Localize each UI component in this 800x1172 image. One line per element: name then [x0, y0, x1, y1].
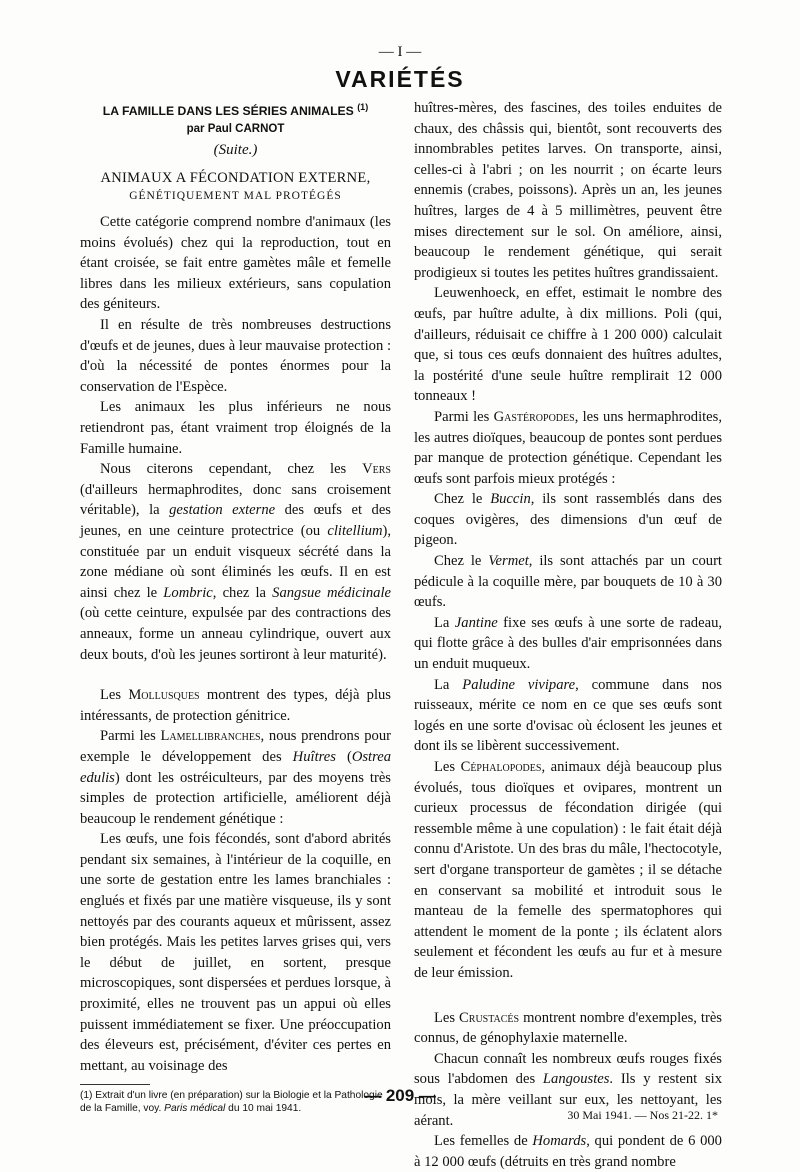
right-column [414, 98, 722, 1172]
paragraph: Chez le Vermet, ils sont attachés par un court pédicule à la coquille mère, par bouquets de 10 à 30 œufs. [414, 553, 722, 611]
paragraph: huîtres-mères, des fascines, des toiles enduites de chaux, des châssis qui, bientôt, sont recouverts des innombrables petites larves. On transporte, ainsi, celles-ci à l'abri ; on les nourrit ; on écarte leurs ennemis (crabes, poissons). Après un an, les jeunes huîtres, larges de 4 à 5 millimètres, peuvent être mises directement sur le sol. On améliore, ainsi, beaucoup le rendement génétique, qui serait prodigieux si toutes les petites huîtres grandissaient. [414, 100, 722, 281]
footnote-mark: (1) [357, 102, 369, 112]
article-suite: (Suite.) [213, 142, 258, 159]
paragraph: Les Céphalopodes, animaux déjà beaucoup plus évolués, tous dioïques et ovipares, montrent un curieux processus de fécondation dirigée (qui ressemble même à une copulation) : le fait était déjà connu d'Aristote. Un des bras du mâle, l'hectocotyle, sert d'organe transporteur de gamètes ; il se détache en conservant sa mobilité et introduit sous le manteau de la femelle des spermatophores qui attendent le moment de la ponte ; ils éclatent alors seulement et fécondent les œufs au fur et à mesure de leur émission. [414, 759, 722, 981]
section-subheading: GÉNÉTIQUEMENT MAL PROTÉGÉS [129, 190, 342, 203]
paragraph: Cette catégorie comprend nombre d'animaux (les moins évolués) chez qui la reproduction, tout en étant croisée, se fait entre gamètes mâle et femelle libres dans les milieux extérieurs, sans copulation des géniteurs. [80, 214, 391, 313]
paragraph: Chacun connaît les nombreux œufs rouges fixés sous l'abdomen des Langoustes. Ils y restent six mois, la mère veillant sur eux, les nettoyant, les aérant. [414, 1050, 722, 1129]
page-number: — 209 — [364, 1086, 436, 1105]
paragraph: Les Crustacés montrent nombre d'exemples, très connus, de génophylaxie maternelle. [414, 1009, 722, 1047]
section-title: VARIÉTÉS [335, 66, 465, 92]
paragraph: Nous citerons cependant, chez les Vers (d'ailleurs hermaphrodites, donc sans croisement véritable), la gestation externe des œufs et des jeunes, en une ceinture protectrice (ou clitellium), constituée par un enduit visqueux sécrété dans la zone médiane où sont éliminés les œufs. Il en est ainsi chez le Lombric, chez la Sangsue médicinale (où cette ceinture, expulsée par des contractions des anneaux, forme un anneau cylindrique, ouvert aux deux bouts, d'où les jeunes sortiront à leur maturité). [80, 461, 391, 663]
paragraph: Chez le Buccin, ils sont rassemblés dans des coques ovigères, des dimensions d'un œuf de pigeon. [414, 491, 722, 549]
paragraph: La Paludine vivipare, commune dans nos ruisseaux, mérite ce nom en ce que ses œufs sont logés en une sorte d'ovisac où éclosent les jeunes et dont ils se libèrent successivement. [414, 676, 722, 755]
article-author: par Paul CARNOT [186, 123, 285, 136]
section-heading: ANIMAUX A FÉCONDATION EXTERNE, [100, 170, 371, 187]
paragraph: Les Mollusques montrent des types, déjà plus intéressants, de protection génitrice. [80, 687, 391, 724]
paragraph: Il en résulte de très nombreuses destructions d'œufs et de jeunes, dues à leur mauvaise protection : d'où la nécessité de pontes énormes pour la conservation de l'Espèce. [80, 317, 391, 395]
paragraph: Les œufs, une fois fécondés, sont d'abord abrités pendant six semaines, à l'intérieur de la coquille, en une sorte de gestation entre les lames branchiales : englués et fixés par une matière visqueuse, ils y sont nettoyés par des courants aqueux et mûrissent, assez bien protégés. Mais les petites larves grises qui, vers le début de juillet, en sortent, presque microscopiques, sont dispersées et perdues lorsque, à proximité, elles ne trouvent pas un appui où elles puissent immédiatement se fixer. Une préoccupation des éleveurs est, précisément, d'éviter ces pertes en mettant, au voisinage des [80, 831, 391, 1074]
footnote: (1) Extrait d'un livre (en préparation) sur la Biologie et la Pathologie de la Famille, voy. Paris médical du 10 mai 1941. [80, 1090, 383, 1115]
paragraph: Leuwenhoeck, en effet, estimait le nombre des œufs, par huître adulte, à dix millions. Poli (qui, d'ailleurs, réduisait ce chiffre à 1 200 000) calculait que, si tous ces œufs donnaient des huîtres adultes, la postérité d'une seule huître remplirait 12 000 tonneaux ! [414, 285, 722, 405]
paragraph: Parmi les Lamellibranches, nous prendrons pour exemple le développement des Huîtres (Ostrea edulis) dont les ostréiculteurs, par des moyens très simples de protection artificielle, améliorent déjà beaucoup le rendement génétique : [80, 728, 391, 827]
paragraph: Parmi les Gastéropodes, les uns hermaphrodites, les autres dioïques, beaucoup de pontes sont perdues par manque de protection génétique. Cependant les œufs sont parfois mieux protégés : [414, 408, 722, 487]
paragraph: Les animaux les plus inférieurs ne nous retiendront pas, étant vraiment trop éloignés de la Famille humaine. [80, 399, 391, 457]
article-title: LA FAMILLE DANS LES SÉRIES ANIMALES $^{(1)}$ [102, 102, 369, 119]
issue-date-line: 30 Mai 1941. — Nos 21-22. 1* [567, 1108, 718, 1122]
page-marker: — I — [378, 44, 422, 60]
paragraph: La Jantine fixe ses œufs à une sorte de radeau, qui flotte grâce à des bulles d'air emprisonnées dans un enduit muqueux. [414, 614, 723, 673]
left-column [80, 98, 391, 1115]
paragraph: Les femelles de Homards, qui pondent de 6 000 à 12 000 œufs (détruits en très grand nombre [414, 1133, 722, 1170]
